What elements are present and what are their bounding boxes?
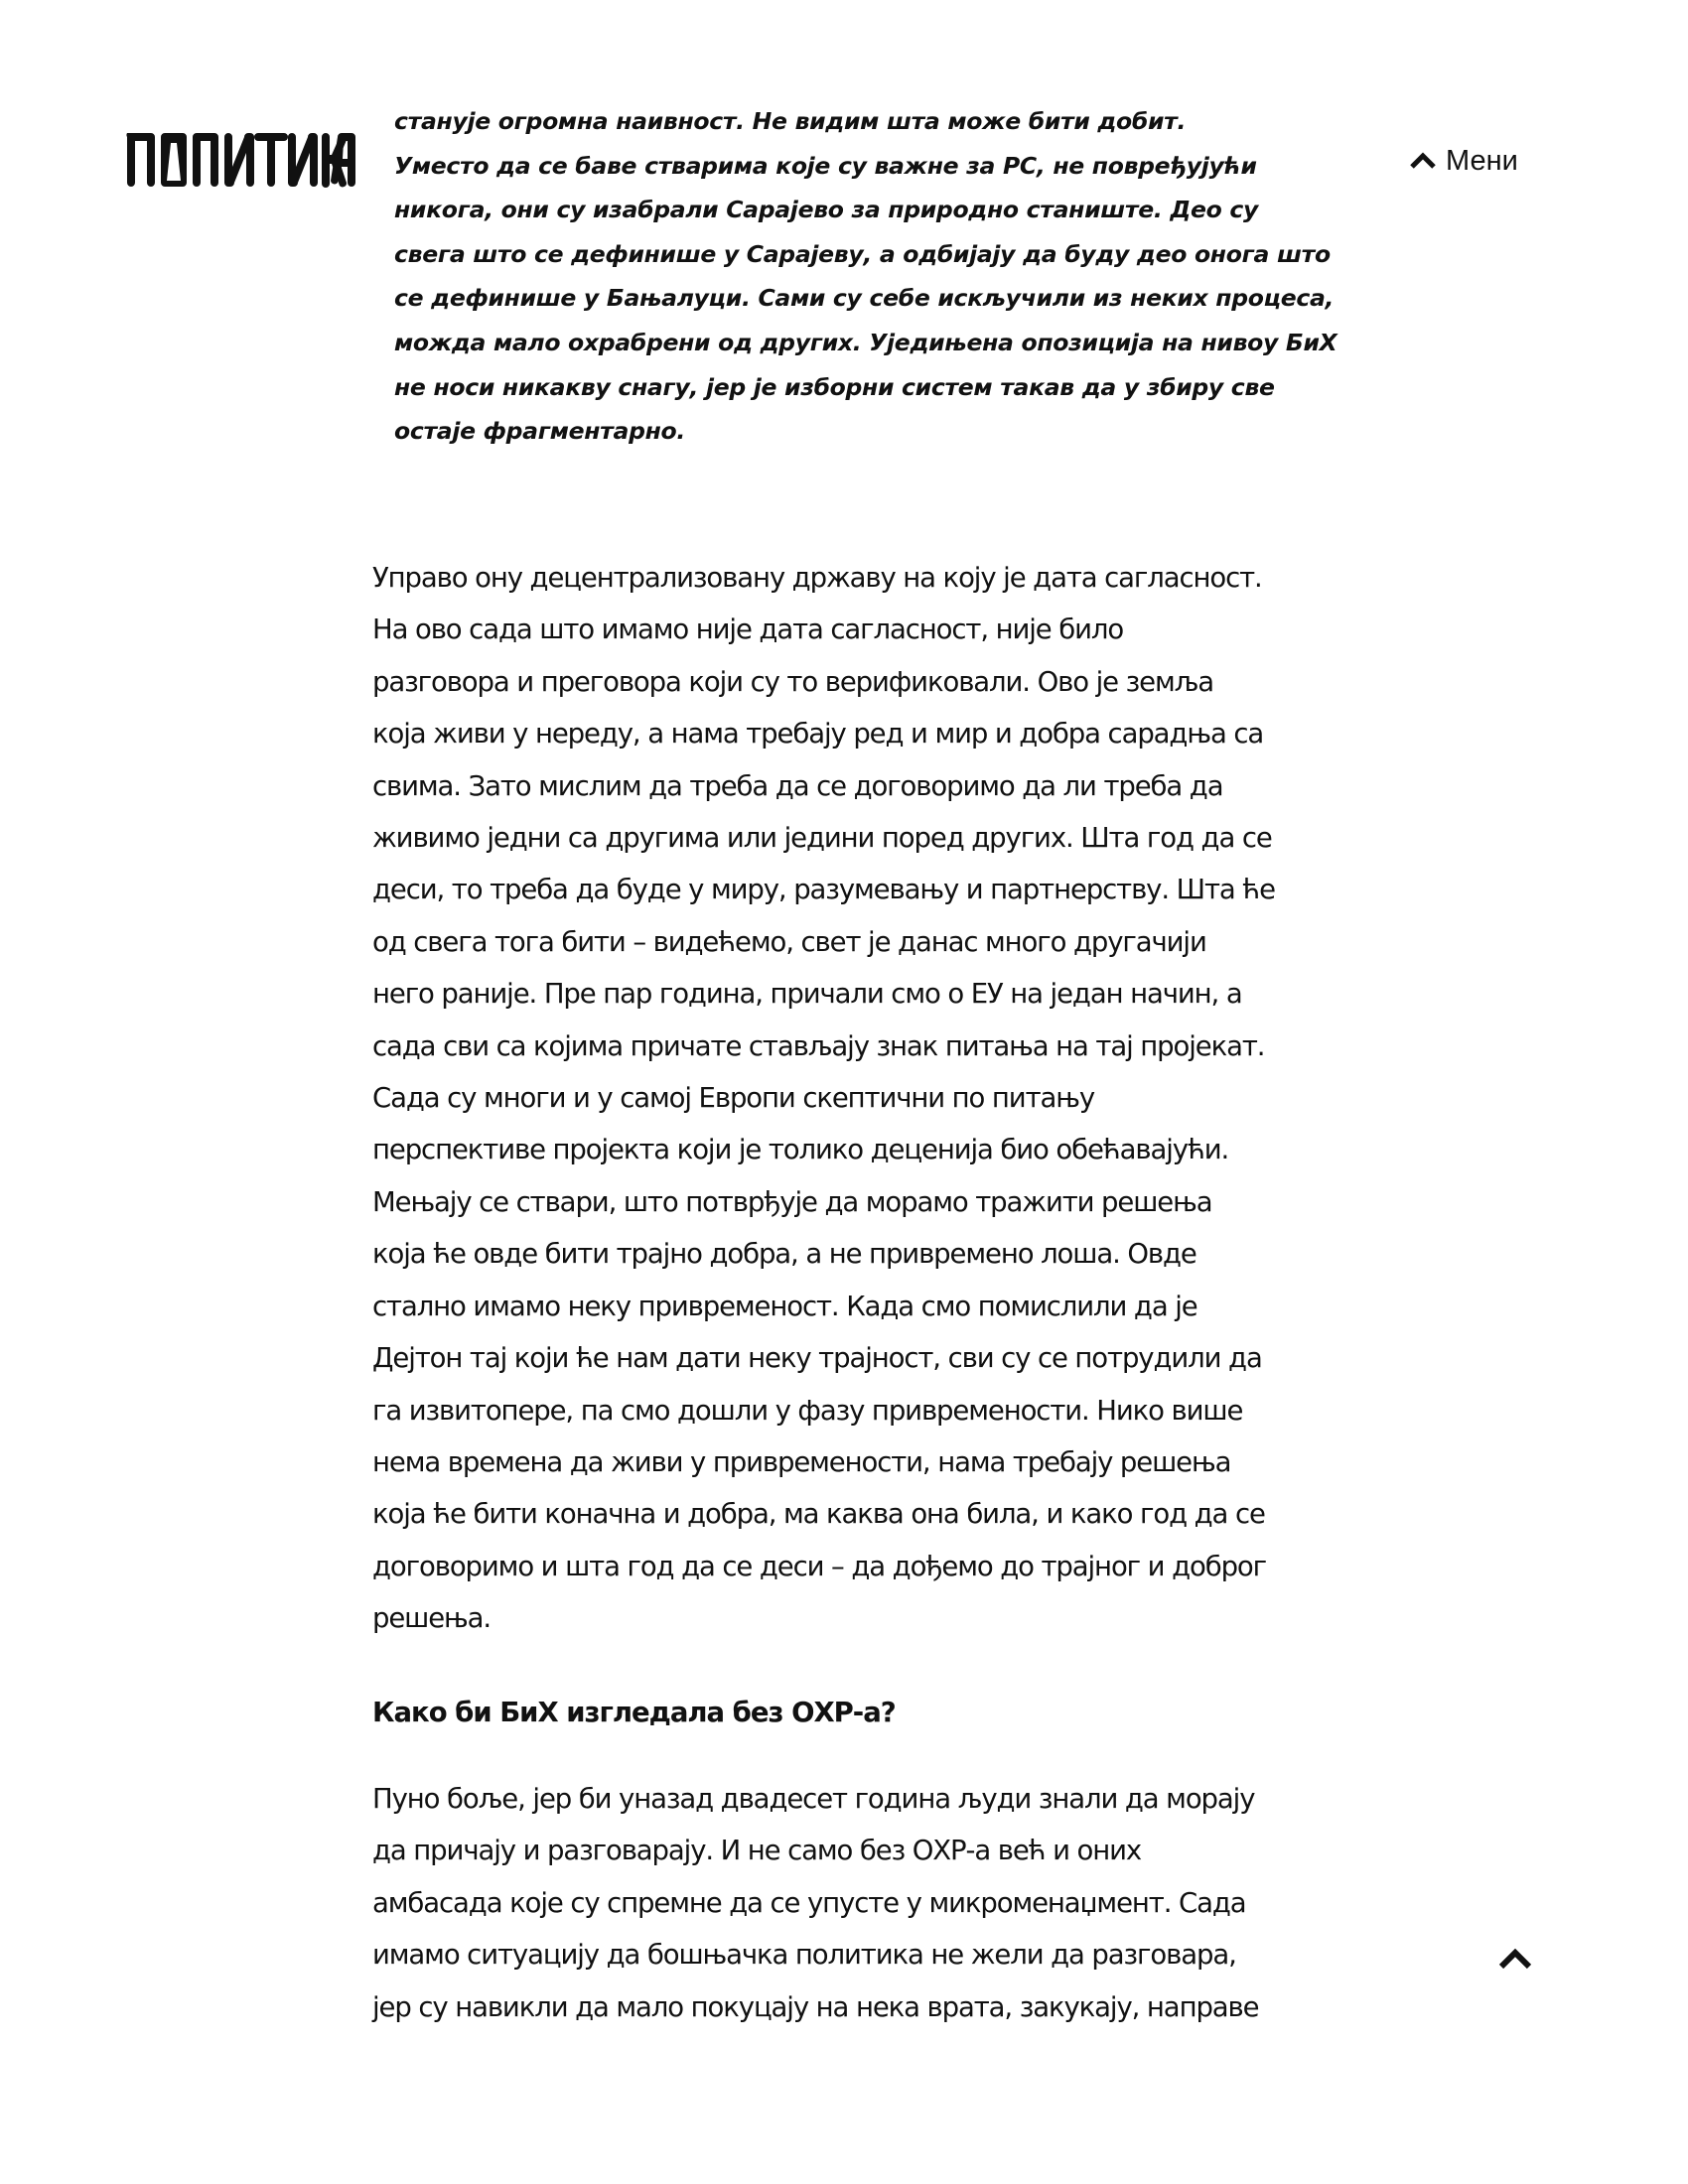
- paragraph-line: га извитопере, па смо дошли у фазу привремености. Нико више: [372, 1394, 1243, 1427]
- paragraph-line: перспективе пројекта који је толико деценија био обећавајући.: [372, 1134, 1229, 1166]
- quote-line: свега што се дефинише у Сарајеву, а одбијају да буду део онога што: [394, 239, 1331, 268]
- interview-question: Како би БиХ изгледала без ОХР-а?: [372, 1697, 896, 1728]
- logo-wordmark: [125, 127, 359, 189]
- paragraph-line: која живи у нереду, а нама требају ред и мир и добра сарадња са: [372, 718, 1264, 751]
- chevron-up-icon: [1498, 1948, 1532, 1970]
- pull-quote: [394, 99, 1337, 454]
- menu-button[interactable]: [1410, 143, 1518, 179]
- paragraph-line: да причају и разговарају. И не само без ОХР-а већ и оних: [372, 1835, 1142, 1867]
- quote-line: Уместо да се баве стварима које су важне за РС, не повређујући: [394, 151, 1257, 180]
- paragraph-line: На ово сада што имамо није дата сагласност, није било: [372, 614, 1124, 646]
- paragraph-line: деси, то треба да буде у миру, разумевању и партнерству. Шта ће: [372, 874, 1275, 906]
- quote-line: не носи никакву снагу, јер је изборни систем такав да у збиру све: [394, 372, 1275, 401]
- paragraph-line: Дејтон тај који ће нам дати неку трајност, сви су се потрудили да: [372, 1342, 1262, 1375]
- paragraph-line: имамо ситуацију да бошњачка политика не жели да разговара,: [372, 1939, 1236, 1972]
- politika-logo[interactable]: [125, 127, 359, 189]
- quote-line: станује огромна наивност. Не видим шта може бити добит.: [394, 107, 1187, 135]
- paragraph-line: Сада су многи и у самој Европи скептични по питању: [372, 1082, 1095, 1115]
- article-paragraph: [372, 1773, 1326, 2033]
- paragraph-line: амбасада које су спремне да се упусте у микроменаџмент. Сада: [372, 1886, 1246, 1919]
- paragraph-line: јер су навикли да мало покуцају на нека врата, закукају, направе: [372, 1990, 1259, 2023]
- article-paragraph: [372, 552, 1326, 1645]
- paragraph-line: разговора и преговора који су то верификовали. Ово је земља: [372, 665, 1214, 698]
- paragraph-line: која ће бити коначна и добра, ма каква она била, и како год да се: [372, 1498, 1265, 1531]
- paragraph-line: него раније. Пре пар година, причали смо о ЕУ на један начин, а: [372, 978, 1242, 1011]
- menu-label: Мени: [1446, 145, 1518, 177]
- paragraph-line: сада сви са којима причате стављају знак питања на тај пројекат.: [372, 1029, 1265, 1062]
- quote-line: никога, они су изабрали Сарајево за природно станиште. Део су: [394, 196, 1259, 224]
- paragraph-line: Мењају се ствари, што потврђује да морамо тражити решења: [372, 1185, 1212, 1218]
- quote-line: се дефинише у Бањалуци. Сами су себе искључили из неких процеса,: [394, 284, 1335, 313]
- quote-line: остаје фрагментарно.: [394, 417, 685, 446]
- paragraph-line: договоримо и шта год да се деси – да дођемо до трајног и доброг: [372, 1550, 1266, 1582]
- chevron-up-icon: [1410, 152, 1436, 170]
- paragraph-line: нема времена да живи у привремености, нама требају решења: [372, 1445, 1231, 1478]
- quote-line: можда мало охрабрени од других. Уједињена опозиција на нивоу БиХ: [394, 328, 1337, 356]
- paragraph-line: од свега тога бити – видећемо, свет је данас много другачији: [372, 925, 1206, 958]
- paragraph-line: која ће овде бити трајно добра, а не привремено лоша. Овде: [372, 1238, 1196, 1271]
- paragraph-line: решења.: [372, 1602, 492, 1635]
- paragraph-line: Пуно боље, јер би уназад двадесет година људи знали да морају: [372, 1783, 1255, 1815]
- paragraph-line: свима. Зато мислим да треба да се договоримо да ли треба да: [372, 769, 1223, 802]
- back-to-top-button[interactable]: [1489, 1941, 1541, 1977]
- paragraph-line: Управо ону децентрализовану државу на коју је дата сагласност.: [372, 562, 1262, 594]
- paragraph-line: живимо једни са другима или једини поред других. Шта год да се: [372, 822, 1272, 855]
- paragraph-line: стално имамо неку привременост. Када смо помислили да је: [372, 1290, 1197, 1322]
